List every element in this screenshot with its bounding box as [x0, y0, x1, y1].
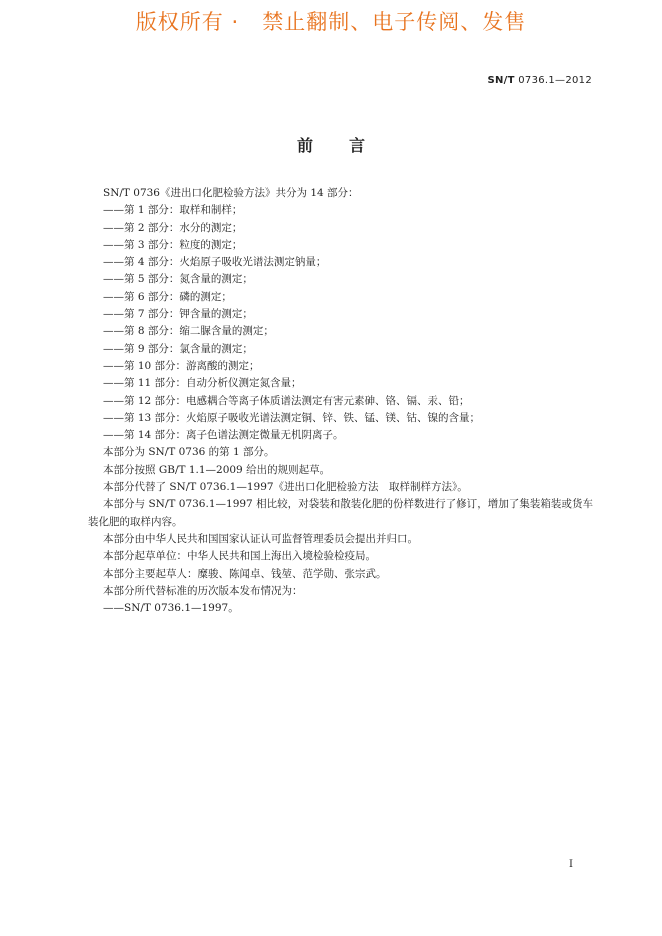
paragraph: 本部分所代替标准的历次版本发布情况为：: [103, 584, 303, 597]
list-item: ——SN/T 0736.1—1997。: [103, 602, 239, 615]
list-item: ——第 12 部分：电感耦合等离子体质谱法测定有害元素砷、铬、镉、汞、铅；: [103, 394, 470, 407]
paragraph: 本部分主要起草人：糜骏、陈闻卓、钱堃、范学勋、张宗武。: [103, 567, 387, 580]
list-item: ——第 10 部分：游离酸的测定；: [103, 359, 260, 372]
list-item: ——第 7 部分：钾含量的测定；: [103, 308, 253, 321]
list-item: ——第 1 部分：取样和制样；: [103, 204, 243, 217]
paragraph: 本部分为 SN/T 0736 的第 1 部分。: [103, 446, 275, 459]
page-number: I: [569, 859, 573, 870]
paragraph: 本部分按照 GB/T 1.1—2009 给出的规则起草。: [103, 463, 331, 476]
list-item: ——第 9 部分：氯含量的测定；: [103, 342, 253, 355]
standard-code-prefix: SN/T: [487, 75, 515, 86]
list-item: ——第 14 部分：离子色谱法测定微量无机阴离子。: [103, 429, 344, 442]
list-item: ——第 11 部分：自动分析仪测定氮含量；: [103, 377, 302, 390]
page-title: 前言: [296, 136, 401, 155]
list-item: ——第 6 部分：磷的测定；: [103, 290, 232, 303]
copyright-watermark: 版权所有 · 禁止翻制、电子传阅、发售: [135, 10, 527, 34]
paragraph: 本部分与 SN/T 0736.1—1997 相比较，对袋装和散装化肥的份样数进行了修订，增加了集装箱装或货车装化肥的取样内容。: [88, 498, 593, 528]
standard-code-number: 0736.1—2012: [518, 75, 592, 86]
list-item: ——第 5 部分：氮含量的测定；: [103, 273, 253, 286]
paragraph: 本部分代替了 SN/T 0736.1—1997《进出口化肥检验方法 取样制样方法》。: [103, 481, 468, 494]
list-item: ——第 3 部分：粒度的测定；: [103, 238, 243, 251]
list-item: ——第 4 部分：火焰原子吸收光谱法测定钠量；: [103, 256, 327, 269]
list-item: ——第 8 部分：缩二脲含量的测定；: [103, 325, 274, 338]
standard-code: [488, 75, 592, 86]
paragraph: 本部分起草单位：中华人民共和国上海出入境检验检疫局。: [103, 550, 376, 563]
paragraph: 本部分由中华人民共和国国家认证认可监督管理委员会提出并归口。: [103, 532, 418, 545]
foreword-body: [88, 185, 593, 617]
paragraph: SN/T 0736《进出口化肥检验方法》共分为 14 部分：: [103, 187, 359, 199]
list-item: ——第 13 部分：火焰原子吸收光谱法测定铜、锌、铁、锰、镁、钴、镍的含量；: [103, 411, 481, 424]
list-item: ——第 2 部分：水分的测定；: [103, 221, 243, 234]
